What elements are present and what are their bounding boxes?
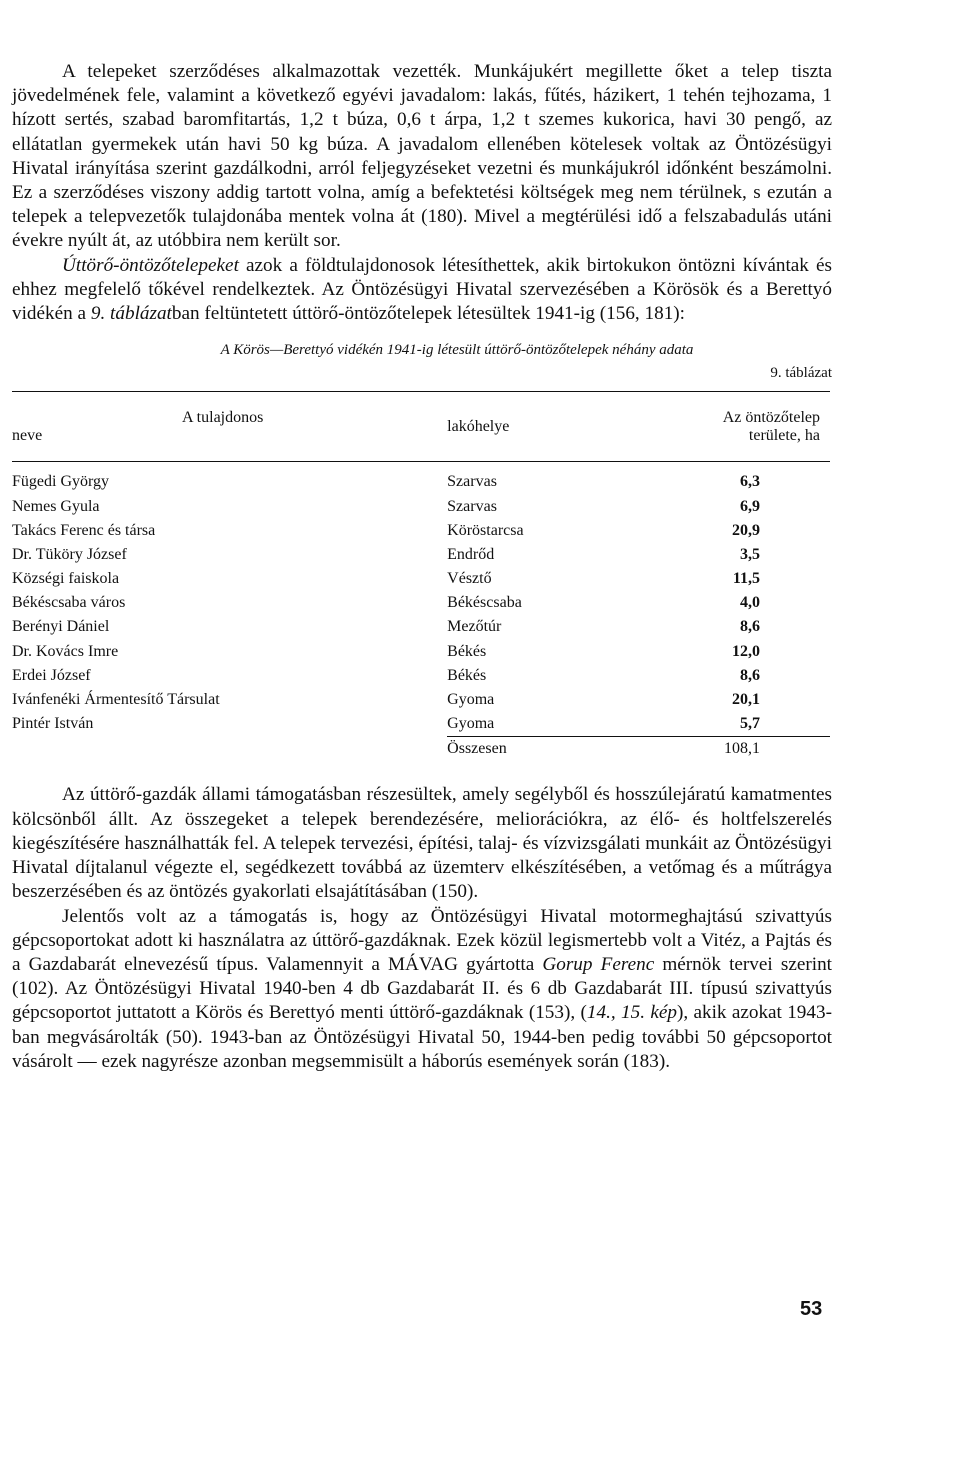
- header-owner-top: A tulajdonos: [182, 408, 264, 426]
- paragraph-4-c: ), akik azokat 1943-ban megvásárolták (50). 1943-ban az Öntözésügyi Hivatal 50, 1944-ben pedig további 50 gépcsoportot vásárolt — ezek nagyrésze azonban megsemmisült a háborús események során (183).: [12, 1002, 832, 1072]
- table-header-row: [12, 392, 830, 462]
- table-row: [12, 615, 830, 639]
- cell-owner-name: Községi faiskola: [12, 570, 120, 588]
- table-caption: A Körös—Berettyó vidékén 1941-ig létesült úttörő-öntözőtelepek néhány adata: [220, 342, 694, 359]
- header-residence: lakóhelye: [447, 417, 510, 435]
- cell-area: 20,9: [732, 521, 760, 539]
- page-body: [12, 60, 832, 1074]
- paragraph-4-a: Jelentős volt az a támogatás is, hogy az Öntözésügyi Hivatal motormeghajtású szivattyús gépcsoportokat adott ki használatra az úttörő-gazdáknak. Ezek közül legismertebb volt a Vitéz, a Pajtás és a Gazdabarát elnevezésű típus. Valamennyit a MÁVAG gyártotta: [12, 905, 832, 975]
- cell-owner-name: Berényi Dániel: [12, 618, 110, 636]
- figure-reference: 14., 15. kép: [586, 1002, 677, 1024]
- cell-area: 8,6: [740, 618, 760, 636]
- table-reference: 9. táblázat: [90, 303, 172, 325]
- table-row: [12, 567, 830, 591]
- cell-residence: Békéscsaba: [447, 594, 522, 612]
- cell-residence: Békés: [447, 666, 487, 684]
- header-area-bottom: területe, ha: [748, 426, 820, 444]
- header-area-top: Az öntözőtelep: [722, 408, 820, 426]
- cell-residence: Gyoma: [447, 715, 495, 733]
- cell-owner-name: Dr. Tüköry József: [12, 545, 127, 563]
- cell-area: 6,9: [740, 497, 760, 515]
- table-row: [12, 543, 830, 567]
- header-area: [612, 392, 830, 462]
- table-row: [12, 519, 830, 543]
- paragraph-1: A telepeket szerződéses alkalmazottak vezették. Munkájukért megillette őket a telep tiszta jövedelmének fele, valamint a következő egyévi javadalom: lakás, fűtés, házikert, 1 tehén tejhozama, 1 hízott sertés, szabad baromfitartás, 1,2 t búza, 0,6 t árpa, 1,2 t szemes kukorica, havi 30 pengő, az ellátatlan gyermekek után havi 50 kg búza. A javadalom ellenében kötelesek voltak az Öntözésügyi Hivatal irányítása szerint gazdálkodni, arról feljegyzéseket vezetni és munkájukról időnként beszámolni. Ez a szerződéses viszony addig tartott volna, amíg a befektetési költségek meg nem térülnek, s ezután a telepek a telepvezetők tulajdonába mentek volna át (180). Mivel a megtérülési idő a felszabadulás utáni évekre nyúlt át, az utóbbira nem került sor.: [12, 61, 832, 252]
- cell-residence: Köröstarcsa: [447, 521, 524, 539]
- cell-area: 8,6: [740, 666, 760, 684]
- header-owner: [12, 392, 447, 462]
- cell-residence: Vésztő: [447, 570, 492, 588]
- table-body: [12, 462, 830, 762]
- table-row: [12, 591, 830, 615]
- paragraph-2-end: ban feltüntetett úttörő-öntözőtelepek létesültek 1941-ig (156, 181):: [171, 303, 686, 325]
- cell-owner-name: Pintér István: [12, 715, 94, 733]
- cell-owner-name: Fügedi György: [12, 473, 110, 491]
- table-row: [12, 462, 830, 495]
- cell-owner-name: Takács Ferenc és társa: [12, 521, 156, 539]
- paragraph-3: Az úttörő-gazdák állami támogatásban részesültek, amely segélyből és hosszúlejáratú kamatmentes kölcsönből állt. Az összegeket a telepek berendezésére, meliorációkra, az élő- és holtfelszerelés kiegészítésére használhatták fel. A telepek tervezési, építési, talaj- és vízvizsgálati munkáit az Öntözésügyi Hivatal díjtalanul végezte el, segédkezett továbbá az üzemterv elkészítésében, a vetőmag és a műtrágya beszerzésében és az öntözés gyakorlati elsajátításában (150).: [12, 784, 832, 903]
- cell-owner-name: Ivánfenéki Ármentesítő Társulat: [12, 691, 220, 709]
- table-row: [12, 664, 830, 688]
- cell-area: 4,0: [740, 594, 760, 612]
- total-label: Összesen: [447, 737, 612, 762]
- cell-area: 11,5: [732, 570, 760, 588]
- total-value: 108,1: [612, 737, 830, 762]
- table-row: [12, 688, 830, 712]
- cell-residence: Szarvas: [447, 473, 497, 491]
- cell-area: 6,3: [740, 473, 760, 491]
- cell-owner-name: Dr. Kovács Imre: [12, 642, 119, 660]
- data-table: [12, 391, 830, 761]
- table-row: [12, 494, 830, 518]
- header-owner-name: neve: [12, 426, 43, 444]
- table-label: 9. táblázat: [770, 365, 832, 382]
- cell-residence: Mezőtúr: [447, 618, 502, 636]
- table-total-row: [12, 737, 830, 762]
- table-row: [12, 712, 830, 737]
- paragraph-2-text: azok a földtulajdonosok létesíthettek, akik birtokukon öntözni kívántak és ehhez megfelelő tőkével rendelkeztek. Az Öntözésügyi Hivatal szervezésében a Körösök és a Berettyó vidékén a: [12, 254, 832, 325]
- paragraph-4: [12, 905, 832, 1074]
- table-row: [12, 640, 830, 664]
- italic-person-name: Gorup Ferenc: [542, 953, 655, 975]
- cell-area: 20,1: [732, 691, 760, 709]
- paragraph-2: [12, 254, 832, 327]
- cell-residence: Gyoma: [447, 691, 495, 709]
- cell-area: 3,5: [740, 545, 760, 563]
- cell-residence: Békés: [447, 642, 487, 660]
- cell-area: 12,0: [732, 642, 760, 660]
- page-number: 53: [800, 1298, 823, 1320]
- italic-term: Úttörő-öntözőtelepeket: [62, 254, 239, 276]
- table-container: [12, 391, 832, 761]
- paragraph-4-b: mérnök tervei szerint (102). Az Öntözésügyi Hivatal 1940-ben 4 db Gazdabarát II. és 6 db Gazdabarát III. típusú szivattyús gépcsoportot juttatott a Körös és Berettyó menti úttörő-gazdáknak (153), (: [12, 953, 833, 1024]
- cell-owner-name: Békéscsaba város: [12, 594, 126, 612]
- cell-owner-name: Erdei József: [12, 666, 91, 684]
- cell-residence: Endrőd: [447, 545, 495, 563]
- cell-area: 5,7: [740, 715, 760, 733]
- cell-residence: Szarvas: [447, 497, 497, 515]
- cell-owner-name: Nemes Gyula: [12, 497, 100, 515]
